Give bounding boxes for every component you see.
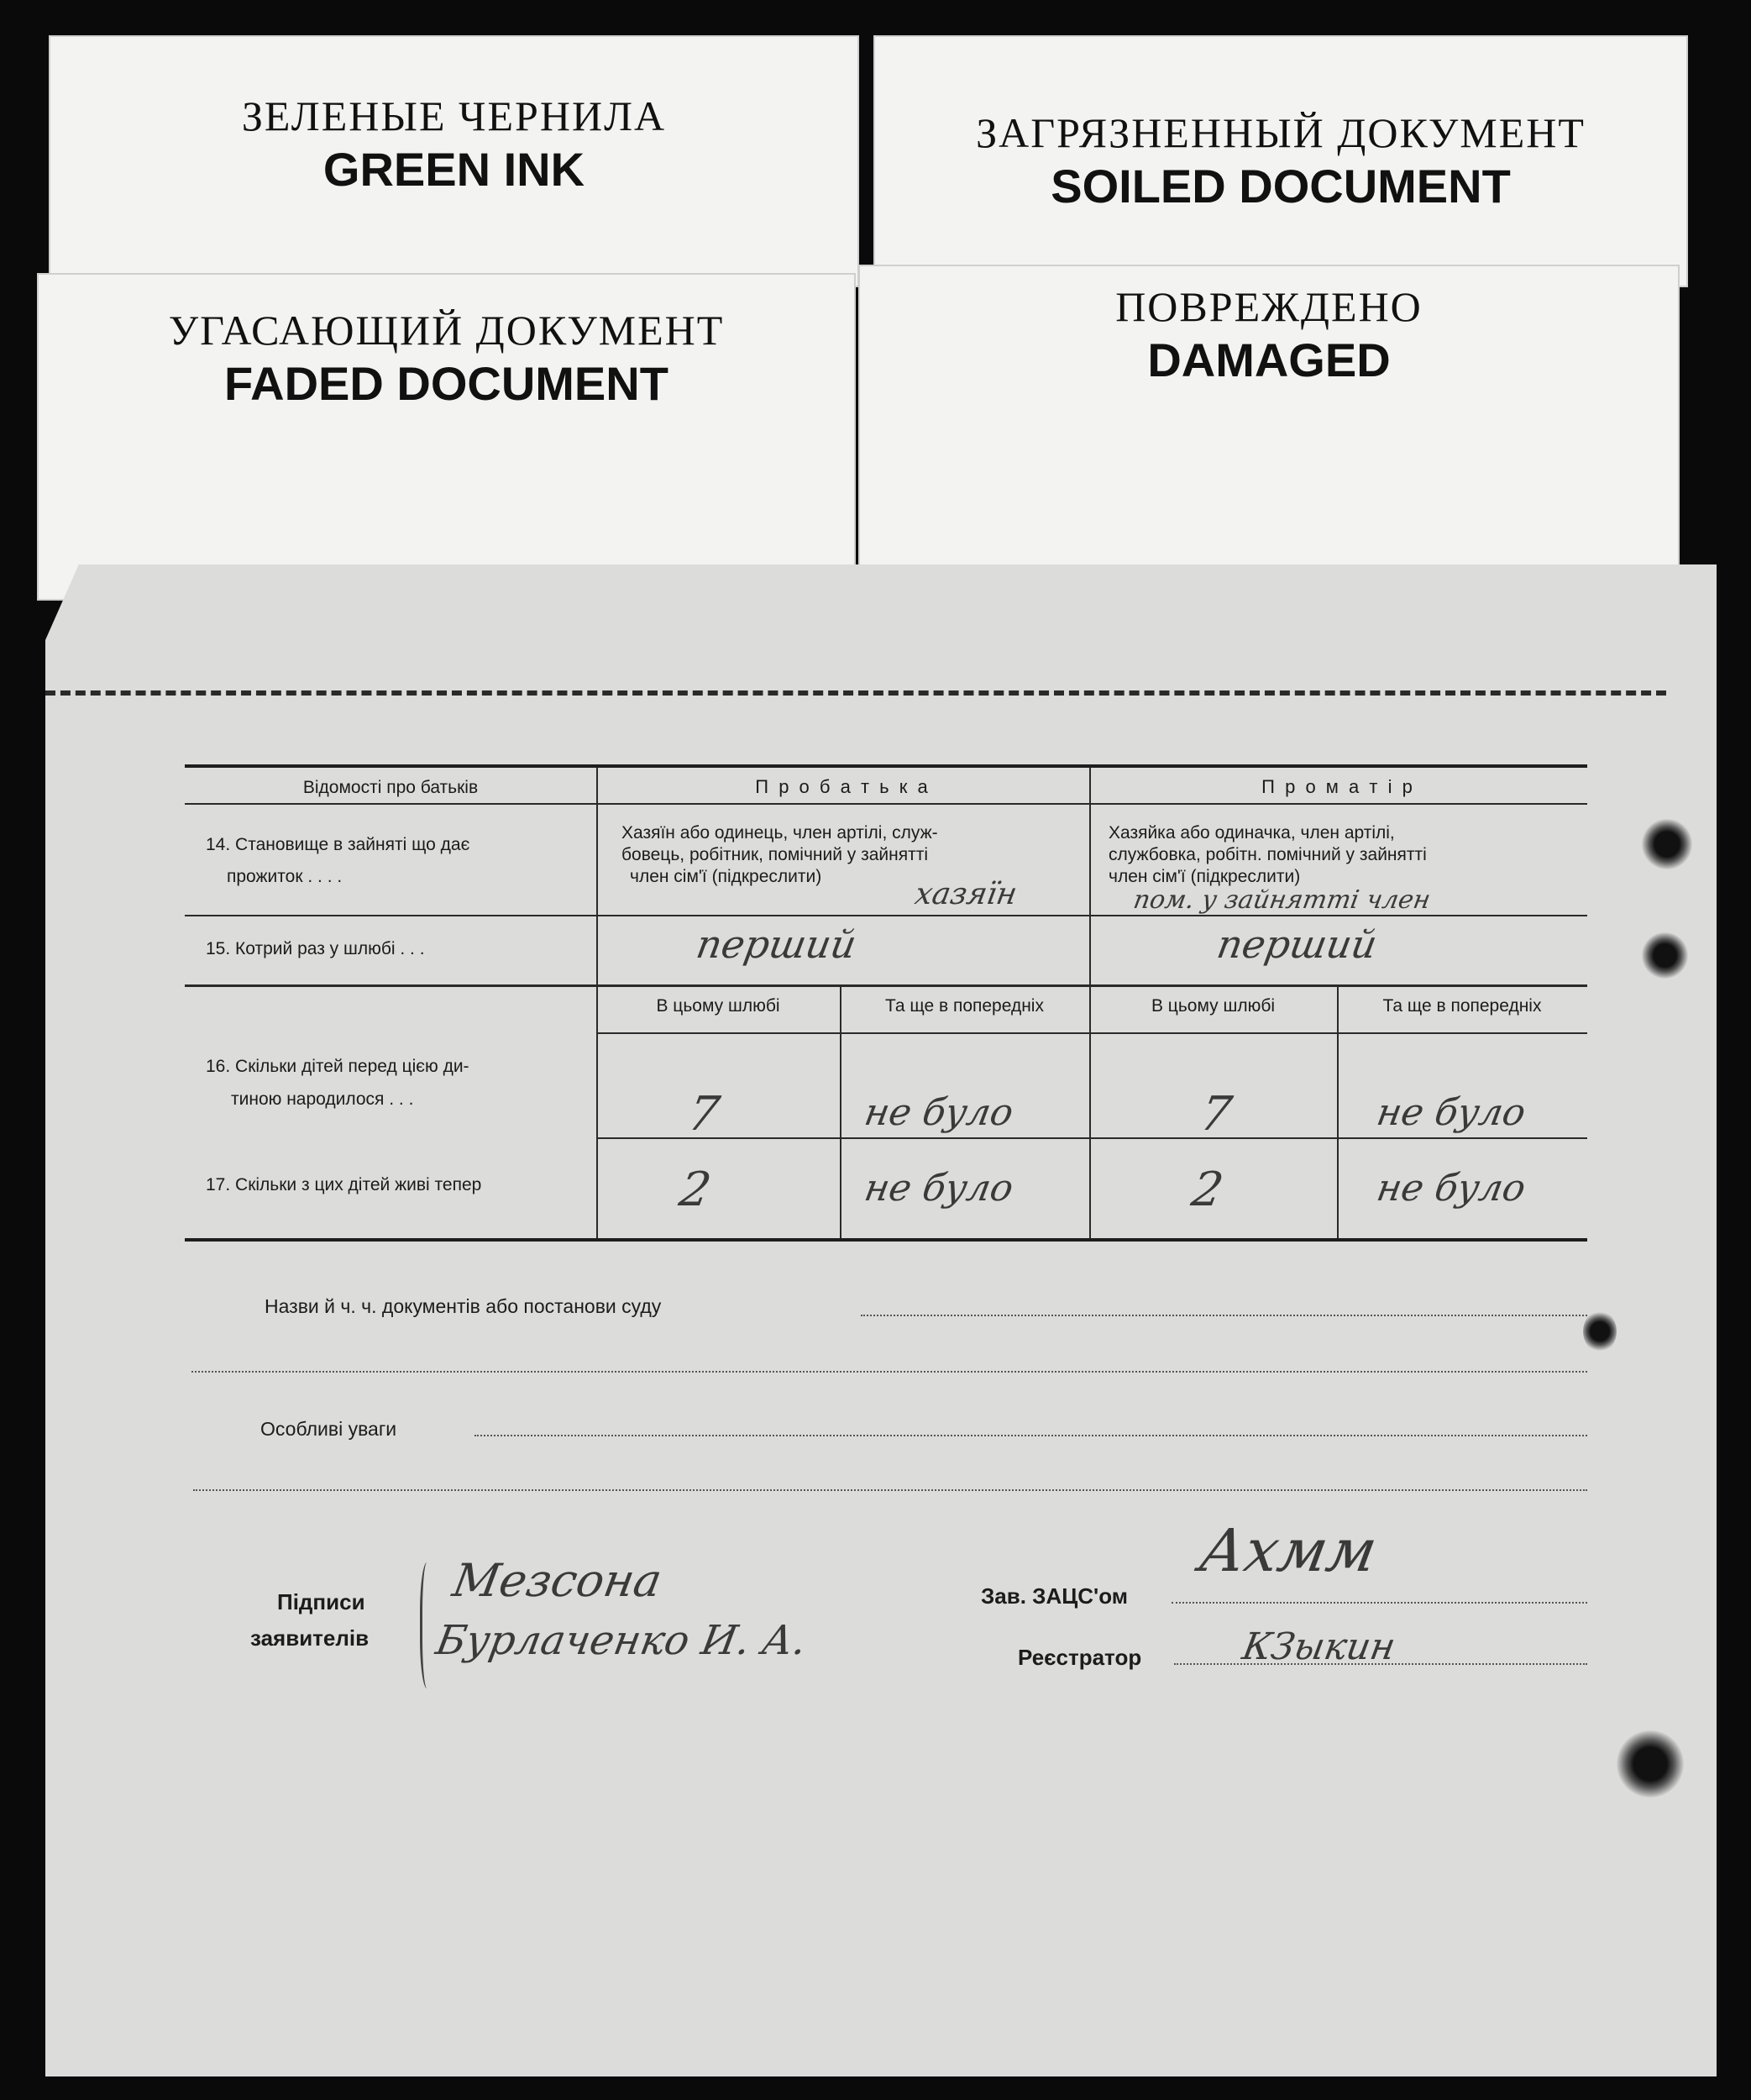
applicants-label-2: заявителів — [250, 1625, 370, 1651]
subheader-mother-previous: Та ще в попередніх — [1382, 996, 1542, 1016]
header-mother: П р о м а т і р — [1261, 776, 1415, 797]
ink-blot — [1642, 819, 1692, 869]
row17-father-previous: не було — [861, 1167, 1017, 1210]
remarks-line — [474, 1435, 1587, 1436]
documents-line — [191, 1371, 1587, 1373]
head-label: Зав. ЗАЦС'ом — [981, 1583, 1128, 1609]
row17-label: 17. Скільки з цих дітей живі тепер — [206, 1175, 482, 1194]
header-father: П р о б а т ь к а — [755, 776, 931, 797]
head-signature: Ахмм — [1194, 1516, 1382, 1585]
row14-label-1: 14. Становище в зайняті що дає — [206, 835, 470, 854]
ink-blot — [1617, 1730, 1684, 1798]
row-divider — [185, 984, 1587, 987]
row17-mother-this: 2 — [1187, 1163, 1228, 1217]
registrar-label: Реєстратор — [1018, 1645, 1142, 1670]
row15-mother-handwritten: перший — [1214, 921, 1381, 967]
row-divider — [596, 1137, 1587, 1139]
card-title-en: GREEN INK — [322, 142, 585, 196]
damaged-card — [858, 265, 1680, 601]
row15-label: 15. Котрий раз у шлюбі . . . — [206, 939, 425, 958]
row16-label-2: тиною народилося . . . — [231, 1089, 414, 1109]
card-title-en: FADED DOCUMENT — [224, 356, 668, 410]
row14-mother-handwritten: пом. у зайнятті член — [1130, 885, 1433, 915]
column-divider — [840, 986, 841, 1238]
row16-label-1: 16. Скільки дітей перед цією ди- — [206, 1057, 469, 1076]
row14-mother-options-1: Хазяйка або одиначка, член артілі, — [1109, 823, 1395, 843]
ink-blot — [1583, 1310, 1617, 1352]
green-ink-card — [49, 35, 859, 287]
perforation-line — [45, 690, 1666, 696]
documents-label: Назви й ч. ч. документів або постанови суду — [265, 1295, 662, 1317]
applicants-label-1: Підписи — [277, 1589, 365, 1614]
remarks-line — [193, 1489, 1587, 1491]
header-info: Відомості про батьків — [302, 778, 479, 797]
parents-info-table — [185, 764, 1587, 1242]
subheader-mother-this: В цьому шлюбі — [1151, 996, 1276, 1016]
card-title-ru: ПОВРЕЖДЕНО — [1115, 283, 1423, 330]
row14-mother-options-2: службовка, робітн. помічний у зайнятті — [1109, 845, 1427, 864]
registrar-signature: КЗыкин — [1239, 1625, 1399, 1668]
applicant-signature-1: Мезсона — [448, 1554, 666, 1607]
card-title-en: SOILED DOCUMENT — [1051, 159, 1511, 213]
row-divider — [596, 1032, 1587, 1034]
row14-father-options-1: Хазяїн або одинець, член артілі, служ- — [621, 823, 938, 843]
card-title-ru: ЗЕЛЕНЫЕ ЧЕРНИЛА — [241, 92, 667, 139]
row15-father-handwritten: перший — [693, 921, 860, 967]
card-title-en: DAMAGED — [1147, 333, 1391, 386]
row14-label-2: прожиток . . . . — [227, 867, 343, 886]
row14-father-handwritten: хазяїн — [912, 877, 1020, 911]
row-divider — [185, 915, 1587, 916]
row17-father-this: 2 — [675, 1163, 716, 1217]
card-title-ru: УГАСАЮЩИЙ ДОКУМЕНТ — [168, 307, 725, 354]
row14-father-options-2: бовець, робітник, помічний у зайнятті — [621, 845, 929, 864]
remarks-label: Особливі уваги — [260, 1418, 397, 1440]
row-divider — [185, 803, 1587, 805]
applicant-signature-2: Бурлаченко И. А. — [433, 1617, 810, 1664]
ink-blot — [1642, 932, 1688, 979]
faded-document-card — [37, 273, 856, 601]
row16-father-this: 7 — [684, 1087, 724, 1142]
row14-father-options-3: член сім'ї (підкреслити) — [630, 867, 822, 886]
subheader-father-previous: Та ще в попередніх — [885, 996, 1044, 1016]
card-title-ru: ЗАГРЯЗНЕННЫЙ ДОКУМЕНТ — [976, 109, 1586, 156]
row16-father-previous: не було — [861, 1091, 1017, 1134]
subheader-father-this: В цьому шлюбі — [656, 996, 780, 1016]
row16-mother-previous: не було — [1373, 1091, 1529, 1134]
signature-brace — [420, 1562, 438, 1688]
head-signature-line — [1172, 1602, 1587, 1604]
row14-mother-options-3: член сім'ї (підкреслити) — [1109, 867, 1301, 886]
column-divider — [1337, 986, 1339, 1238]
soiled-document-card — [873, 35, 1688, 287]
row17-mother-previous: не було — [1373, 1167, 1529, 1210]
documents-line — [861, 1315, 1587, 1316]
row16-mother-this: 7 — [1196, 1087, 1236, 1142]
